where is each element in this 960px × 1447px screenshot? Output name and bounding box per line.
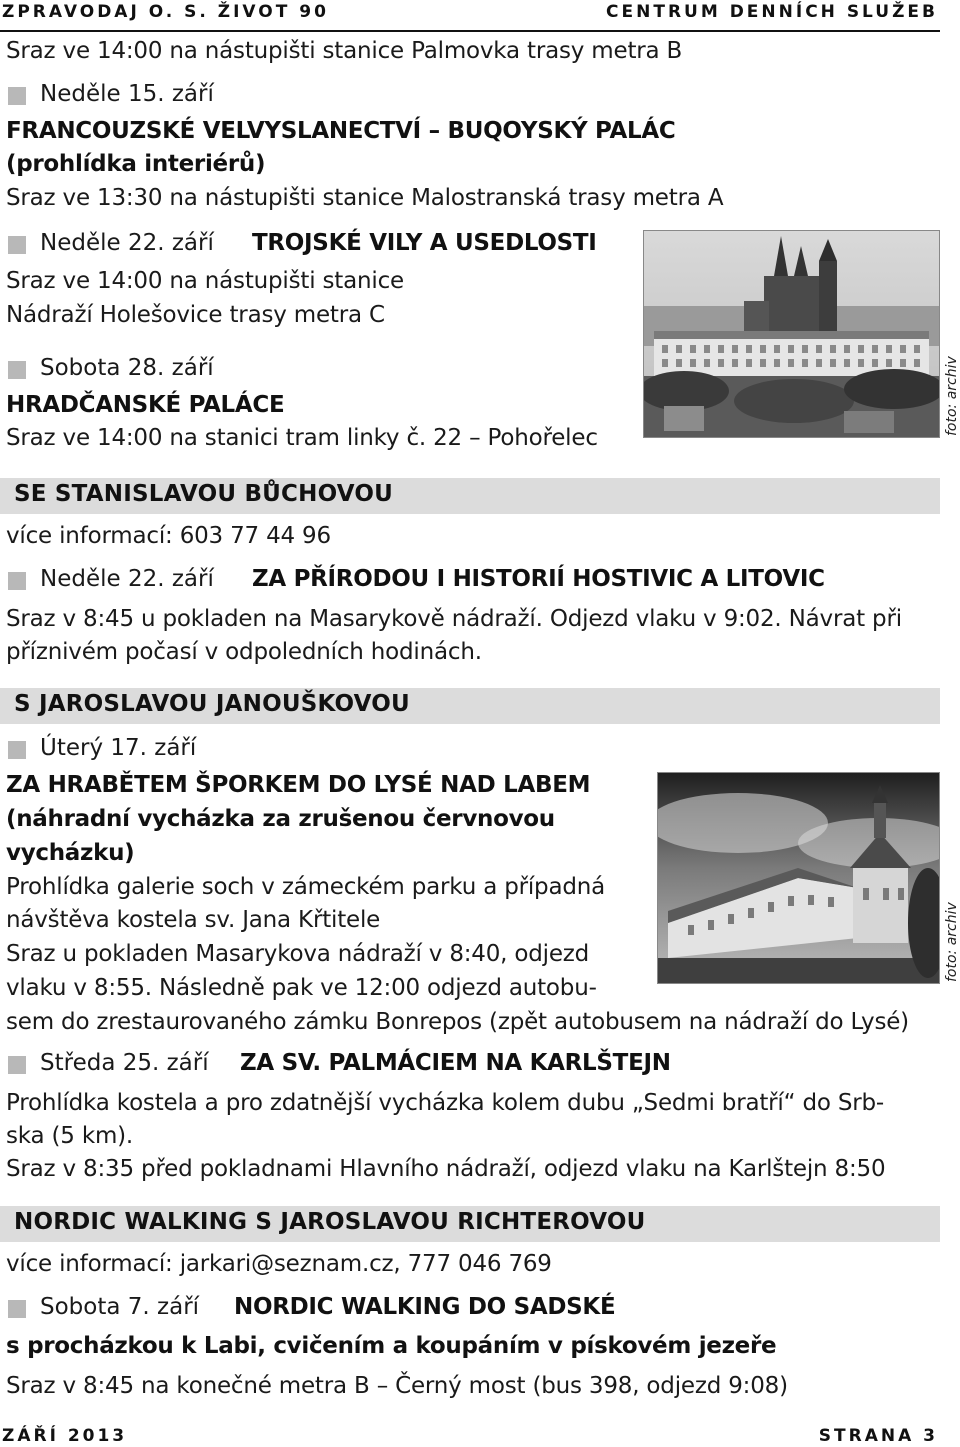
meeting-line: Sraz v 8:35 před pokladnami Hlavního nádraží, odjezd vlaku na Karlštejn 8:50 [6, 1156, 886, 1182]
header-rule [0, 30, 940, 32]
photo-credit: foto: archiv [944, 356, 960, 436]
bullet-square-icon [8, 1300, 26, 1318]
bullet-square-icon [8, 361, 26, 379]
event-date: Sobota 28. září [40, 355, 214, 381]
header-publication: ZPRAVODAJ O. S. ŽIVOT 90 [2, 2, 329, 22]
meeting-line: Sraz v 8:45 u pokladen na Masarykově nádraží. Odjezd vlaku v 9:02. Návrat při [6, 606, 902, 632]
meeting-pohorelec: Sraz ve 14:00 na stanici tram linky č. 22 – Pohořelec [6, 425, 598, 451]
event-date: Sobota 7. září [40, 1294, 200, 1320]
event-title: ZA PŘÍRODOU I HISTORIÍ HOSTIVIC A LITOVIC [252, 566, 825, 592]
castle-image [644, 231, 939, 437]
footer-date: ZÁŘÍ 2013 [2, 1426, 128, 1446]
event-date: Úterý 17. září [40, 735, 197, 761]
prague-castle-photo [643, 230, 940, 438]
contact-info: více informací: 603 77 44 96 [6, 523, 331, 549]
bullet-square-icon [8, 1056, 26, 1074]
bullet-square-icon [8, 741, 26, 759]
meeting-palmovka: Sraz ve 14:00 na nástupišti stanice Palmovka trasy metra B [6, 38, 683, 64]
event-title: HRADČANSKÉ PALÁCE [6, 392, 285, 418]
meeting-line: sem do zrestaurovaného zámku Bonrepos (zpět autobusem na nádraží do Lysé) [6, 1009, 909, 1035]
section-leader: SE STANISLAVOU BŮCHOVOU [14, 481, 393, 507]
event-subtitle: vycházku) [6, 840, 135, 866]
contact-info: více informací: jarkari@seznam.cz, 777 046 769 [6, 1251, 552, 1277]
meeting-line: Sraz v 8:45 na konečné metra B – Černý most (bus 398, odjezd 9:08) [6, 1373, 788, 1399]
event-date: Neděle 22. září [40, 230, 214, 256]
bullet-square-icon [8, 87, 26, 105]
meeting-line: příznivém počasí v odpoledních hodinách. [6, 639, 482, 665]
event-title: NORDIC WALKING DO SADSKÉ [234, 1294, 616, 1320]
event-date: Neděle 22. září [40, 566, 214, 592]
section-band [0, 478, 940, 514]
event-subtitle: (prohlídka interiérů) [6, 151, 266, 177]
header-section: CENTRUM DENNÍCH SLUŽEB [606, 2, 938, 22]
event-date: Neděle 15. září [40, 81, 214, 107]
event-title: FRANCOUZSKÉ VELVYSLANECTVÍ – BUQOYSKÝ PALÁC [6, 118, 676, 144]
event-title: ZA HRABĚTEM ŠPORKEM DO LYSÉ NAD LABEM [6, 772, 591, 798]
description-line: ska (5 km). [6, 1123, 134, 1149]
description-line: návštěva kostela sv. Jana Křtitele [6, 907, 381, 933]
event-title: ZA SV. PALMÁCIEM NA KARLŠTEJN [240, 1050, 671, 1076]
footer-page: STRANA 3 [818, 1426, 938, 1446]
event-date: Středa 25. září [40, 1050, 209, 1076]
meeting-line: Nádraží Holešovice trasy metra C [6, 302, 385, 328]
meeting-line: vlaku v 8:55. Následně pak ve 12:00 odjezd autobu- [6, 975, 597, 1001]
bullet-square-icon [8, 236, 26, 254]
event-subtitle: s procházkou k Labi, cvičením a koupáním v pískovém jezeře [6, 1333, 777, 1359]
photo-credit: foto: archiv [944, 902, 960, 982]
event-subtitle: (náhradní vycházka za zrušenou červnovou [6, 806, 555, 832]
chateau-image [658, 773, 939, 983]
section-leader: S JAROSLAVOU JANOUŠKOVOU [14, 691, 410, 717]
meeting-line: Sraz u pokladen Masarykova nádraží v 8:40, odjezd [6, 941, 590, 967]
section-band [0, 688, 940, 724]
meeting-malostranska: Sraz ve 13:30 na nástupišti stanice Malostranská trasy metra A [6, 185, 724, 211]
description-line: Prohlídka galerie soch v zámeckém parku a případná [6, 874, 606, 900]
event-title: TROJSKÉ VILY A USEDLOSTI [252, 230, 597, 256]
bullet-square-icon [8, 572, 26, 590]
section-band [0, 1206, 940, 1242]
section-leader: NORDIC WALKING S JAROSLAVOU RICHTEROVOU [14, 1209, 646, 1235]
meeting-line: Sraz ve 14:00 na nástupišti stanice [6, 268, 404, 294]
description-line: Prohlídka kostela a pro zdatnější vycházka kolem dubu „Sedmi bratří“ do Srb- [6, 1090, 884, 1116]
chateau-photo [657, 772, 940, 984]
